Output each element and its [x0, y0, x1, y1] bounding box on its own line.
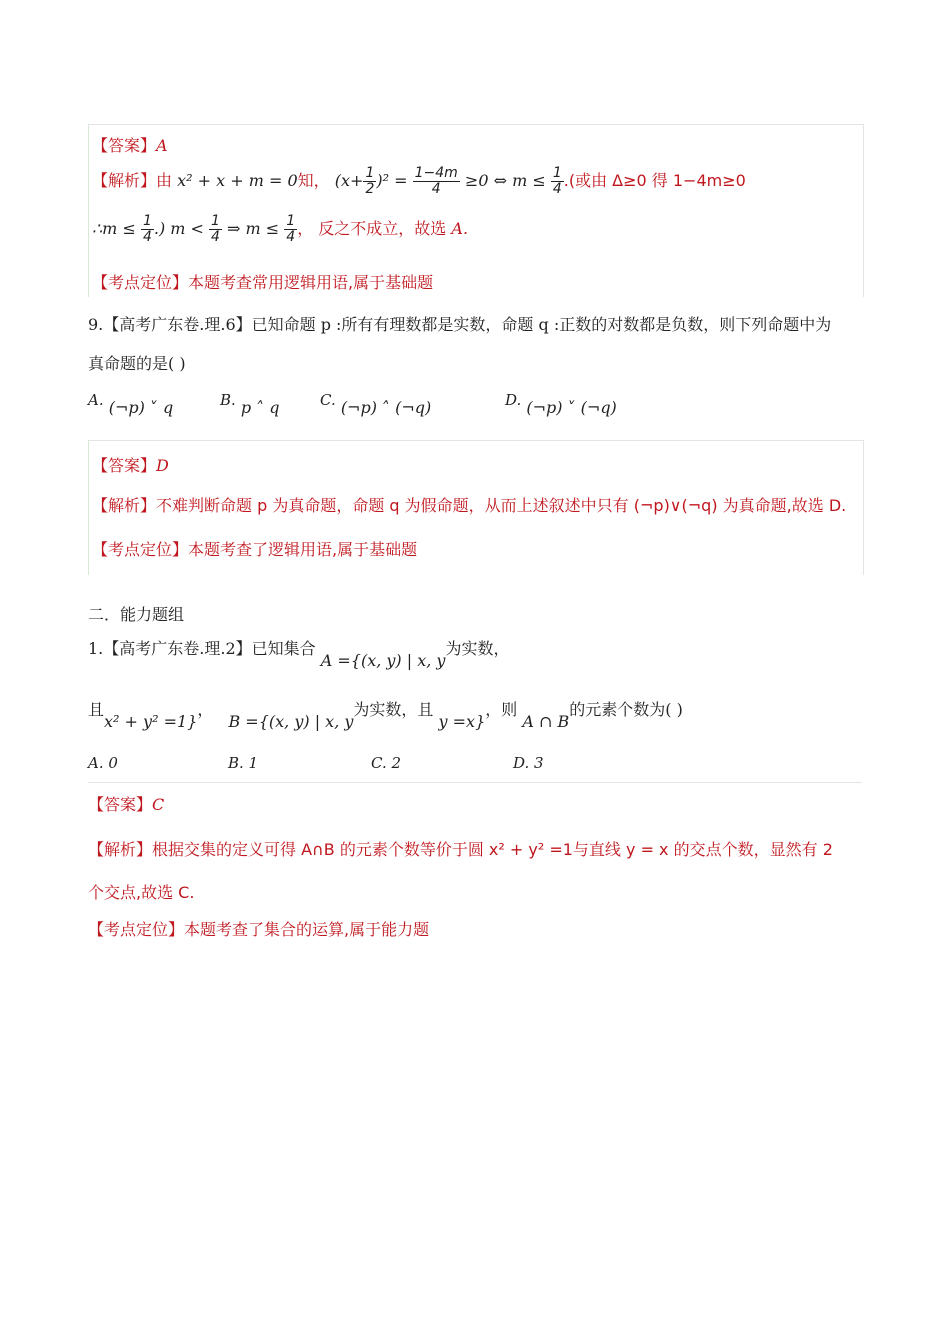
q9-choice-b: B. p ˄ q [220, 391, 280, 417]
s2-q1-choice-b: B. 1 [228, 754, 259, 772]
s2-q1-solution-top-rule [88, 782, 862, 783]
q9-analysis-line: 【解析】不难判断命题 p 为真命题，命题 q 为假命题，从而上述叙述中只有 (¬p)∨(¬q) 为真命题,故选 D. [92, 496, 847, 515]
q8-answer-line: 【答案】A [92, 136, 168, 155]
s2-q1-choice-a: A. 0 [88, 754, 118, 772]
q9-answer-line: 【答案】D [92, 456, 169, 475]
q9-point-line: 【考点定位】本题考查了逻辑用语,属于基础题 [92, 540, 418, 559]
q9-choice-d: D. (¬p) ˅ (¬q) [505, 391, 617, 417]
q8-frac-1-4m: $\frac{1-4m}{4}$ [414, 165, 458, 197]
q8-point-line: 【考点定位】本题考查常用逻辑用语,属于基础题 [92, 273, 434, 292]
q8-frac-half: $\frac{1}{2}$ [365, 165, 375, 197]
s2-q1-choice-d: D. 3 [513, 754, 544, 772]
s2-q1-line-2: 且x² + y² =1}， B ={(x, y) | x, y为实数，且 y =x}，则 A ∩ B的元素个数为( ) [88, 700, 683, 731]
s2-q1-choice-c: C. 2 [371, 754, 402, 772]
q8-analysis-line-2: ∴m ≤ $\frac{1}{4}$ .) m < $\frac{1}{4}$ ⇒ m ≤ $\frac{1}{4}$ ， 反之不成立，故选 A. [92, 213, 469, 245]
s2-q1-line-1: 1.【高考广东卷.理.2】已知集合 A ={(x, y) | x, y为实数， [88, 639, 510, 670]
q8-frac-quarter: $\frac{1}{4}$ [552, 165, 562, 197]
q9-stem-1: 9.【高考广东卷.理.6】已知命题 p :所有有理数都是实数，命题 q :正数的对数都是负数，则下列命题中为 [88, 315, 832, 334]
section-heading: 二．能力题组 [88, 605, 185, 624]
q8-analysis-line-1: 【解析】由 x² + x + m = 0知， (x+ $\frac{1}{2}$ )² = $\frac{1-4m}{4}$ ≥0 ⇔ m ≤ $\frac{1}{4}$ .(或由 Δ≥0 得 1−4m≥0 [92, 165, 746, 197]
s2-q1-analysis-line-1: 【解析】根据交集的定义可得 A∩B 的元素个数等价于圆 x² + y² =1与直线 y = x 的交点个数，显然有 2 [88, 840, 833, 859]
s2-q1-point-line: 【考点定位】本题考查了集合的运算,属于能力题 [88, 920, 430, 939]
s2-q1-answer-line: 【答案】C [88, 795, 165, 814]
q9-choice-c: C. (¬p) ˄ (¬q) [320, 391, 432, 417]
q9-stem-2: 真命题的是( ) [88, 354, 186, 373]
s2-q1-analysis-line-2: 个交点,故选 C. [88, 883, 195, 902]
q9-choice-a: A. (¬p) ˅ q [88, 391, 174, 417]
